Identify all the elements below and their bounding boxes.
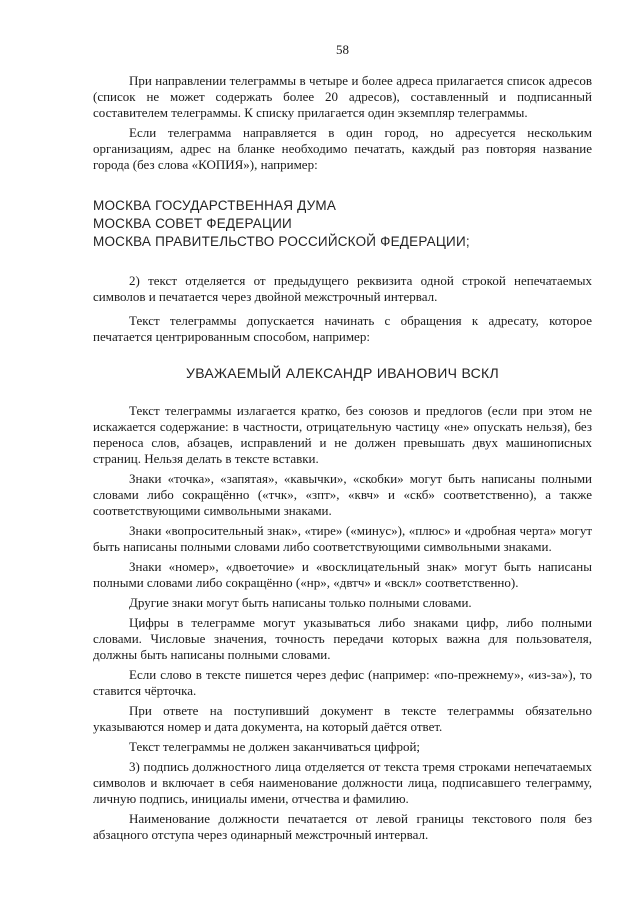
paragraph: Знаки «точка», «запятая», «кавычки», «скобки» могут быть написаны полными словами либо сокращённо («тчк», «зпт», «квч» и «скб» соответственно), а также соответствующими символьными знаками. — [93, 471, 592, 518]
paragraph: Если телеграмма направляется в один город, но адресуется нескольким организациям, адрес на бланке необходимо печатать, каждый раз повторяя название города (без слова «КОПИЯ»), например: — [93, 125, 592, 172]
paragraph: Другие знаки могут быть написаны только полными словами. — [129, 595, 472, 610]
paragraph: Текст телеграммы не должен заканчиваться цифрой; — [129, 739, 421, 754]
paragraph: Наименование должности печатается от левой границы текстового поля без абзацного отступа через одинарный межстрочный интервал. — [93, 811, 592, 842]
address-example — [93, 197, 592, 251]
paragraph: Цифры в телеграмме могут указываться либо знаками цифр, либо полными словами. Числовые значения, точность передачи которых важна для пользователя, должны быть написаны полными словами. — [93, 615, 592, 662]
paragraph: Знаки «вопросительный знак», «тире» («минус»), «плюс» и «дробная черта» могут быть написаны полными словами либо соответствующими символьными знаками. — [93, 523, 592, 554]
paragraph: Текст телеграммы излагается кратко, без союзов и предлогов (если при этом не искажается содержание: в частности, отрицательную частицу «не» опускать нельзя), без переноса слов, абзацев, исправлений и не должен превышать двух машинописных страниц. Нельзя делать в тексте вставки. — [93, 403, 592, 466]
page-number: 58 — [336, 42, 349, 57]
paragraph: При направлении телеграммы в четыре и более адреса прилагается список адресов (список не может содержать более 20 адресов), составленный и подписанный составителем телеграммы. К списку прилагается один экземпляр телеграммы. — [93, 73, 592, 120]
address-line: МОСКВА ГОСУДАРСТВЕННАЯ ДУМА — [93, 198, 337, 213]
paragraph: 2) текст отделяется от предыдущего реквизита одной строкой непечатаемых символов и печатается через двойной межстрочный интервал. — [93, 273, 592, 304]
paragraph: Знаки «номер», «двоеточие» и «восклицательный знак» могут быть написаны полными словами либо сокращённо («нр», «двтч» и «вскл» соответственно). — [93, 559, 592, 590]
address-line: МОСКВА ПРАВИТЕЛЬСТВО РОССИЙСКОЙ ФЕДЕРАЦИИ; — [93, 234, 470, 249]
address-line: МОСКВА СОВЕТ ФЕДЕРАЦИИ — [93, 216, 292, 231]
paragraph: При ответе на поступивший документ в тексте телеграммы обязательно указываются номер и дата документа, на который даётся ответ. — [93, 703, 592, 734]
paragraph: Текст телеграммы допускается начинать с обращения к адресату, которое печатается центрированным способом, например: — [93, 313, 592, 344]
paragraph: Если слово в тексте пишется через дефис (например: «по-прежнему», «из-за»), то ставится чёрточка. — [93, 667, 592, 698]
paragraph: 3) подпись должностного лица отделяется от текста тремя строками непечатаемых символов и включает в себя наименование должности лица, подписавшего телеграмму, личную подпись, инициалы имени, отчества и фамилию. — [93, 759, 592, 806]
greeting-example: УВАЖАЕМЫЙ АЛЕКСАНДР ИВАНОВИЧ ВСКЛ — [186, 365, 499, 381]
